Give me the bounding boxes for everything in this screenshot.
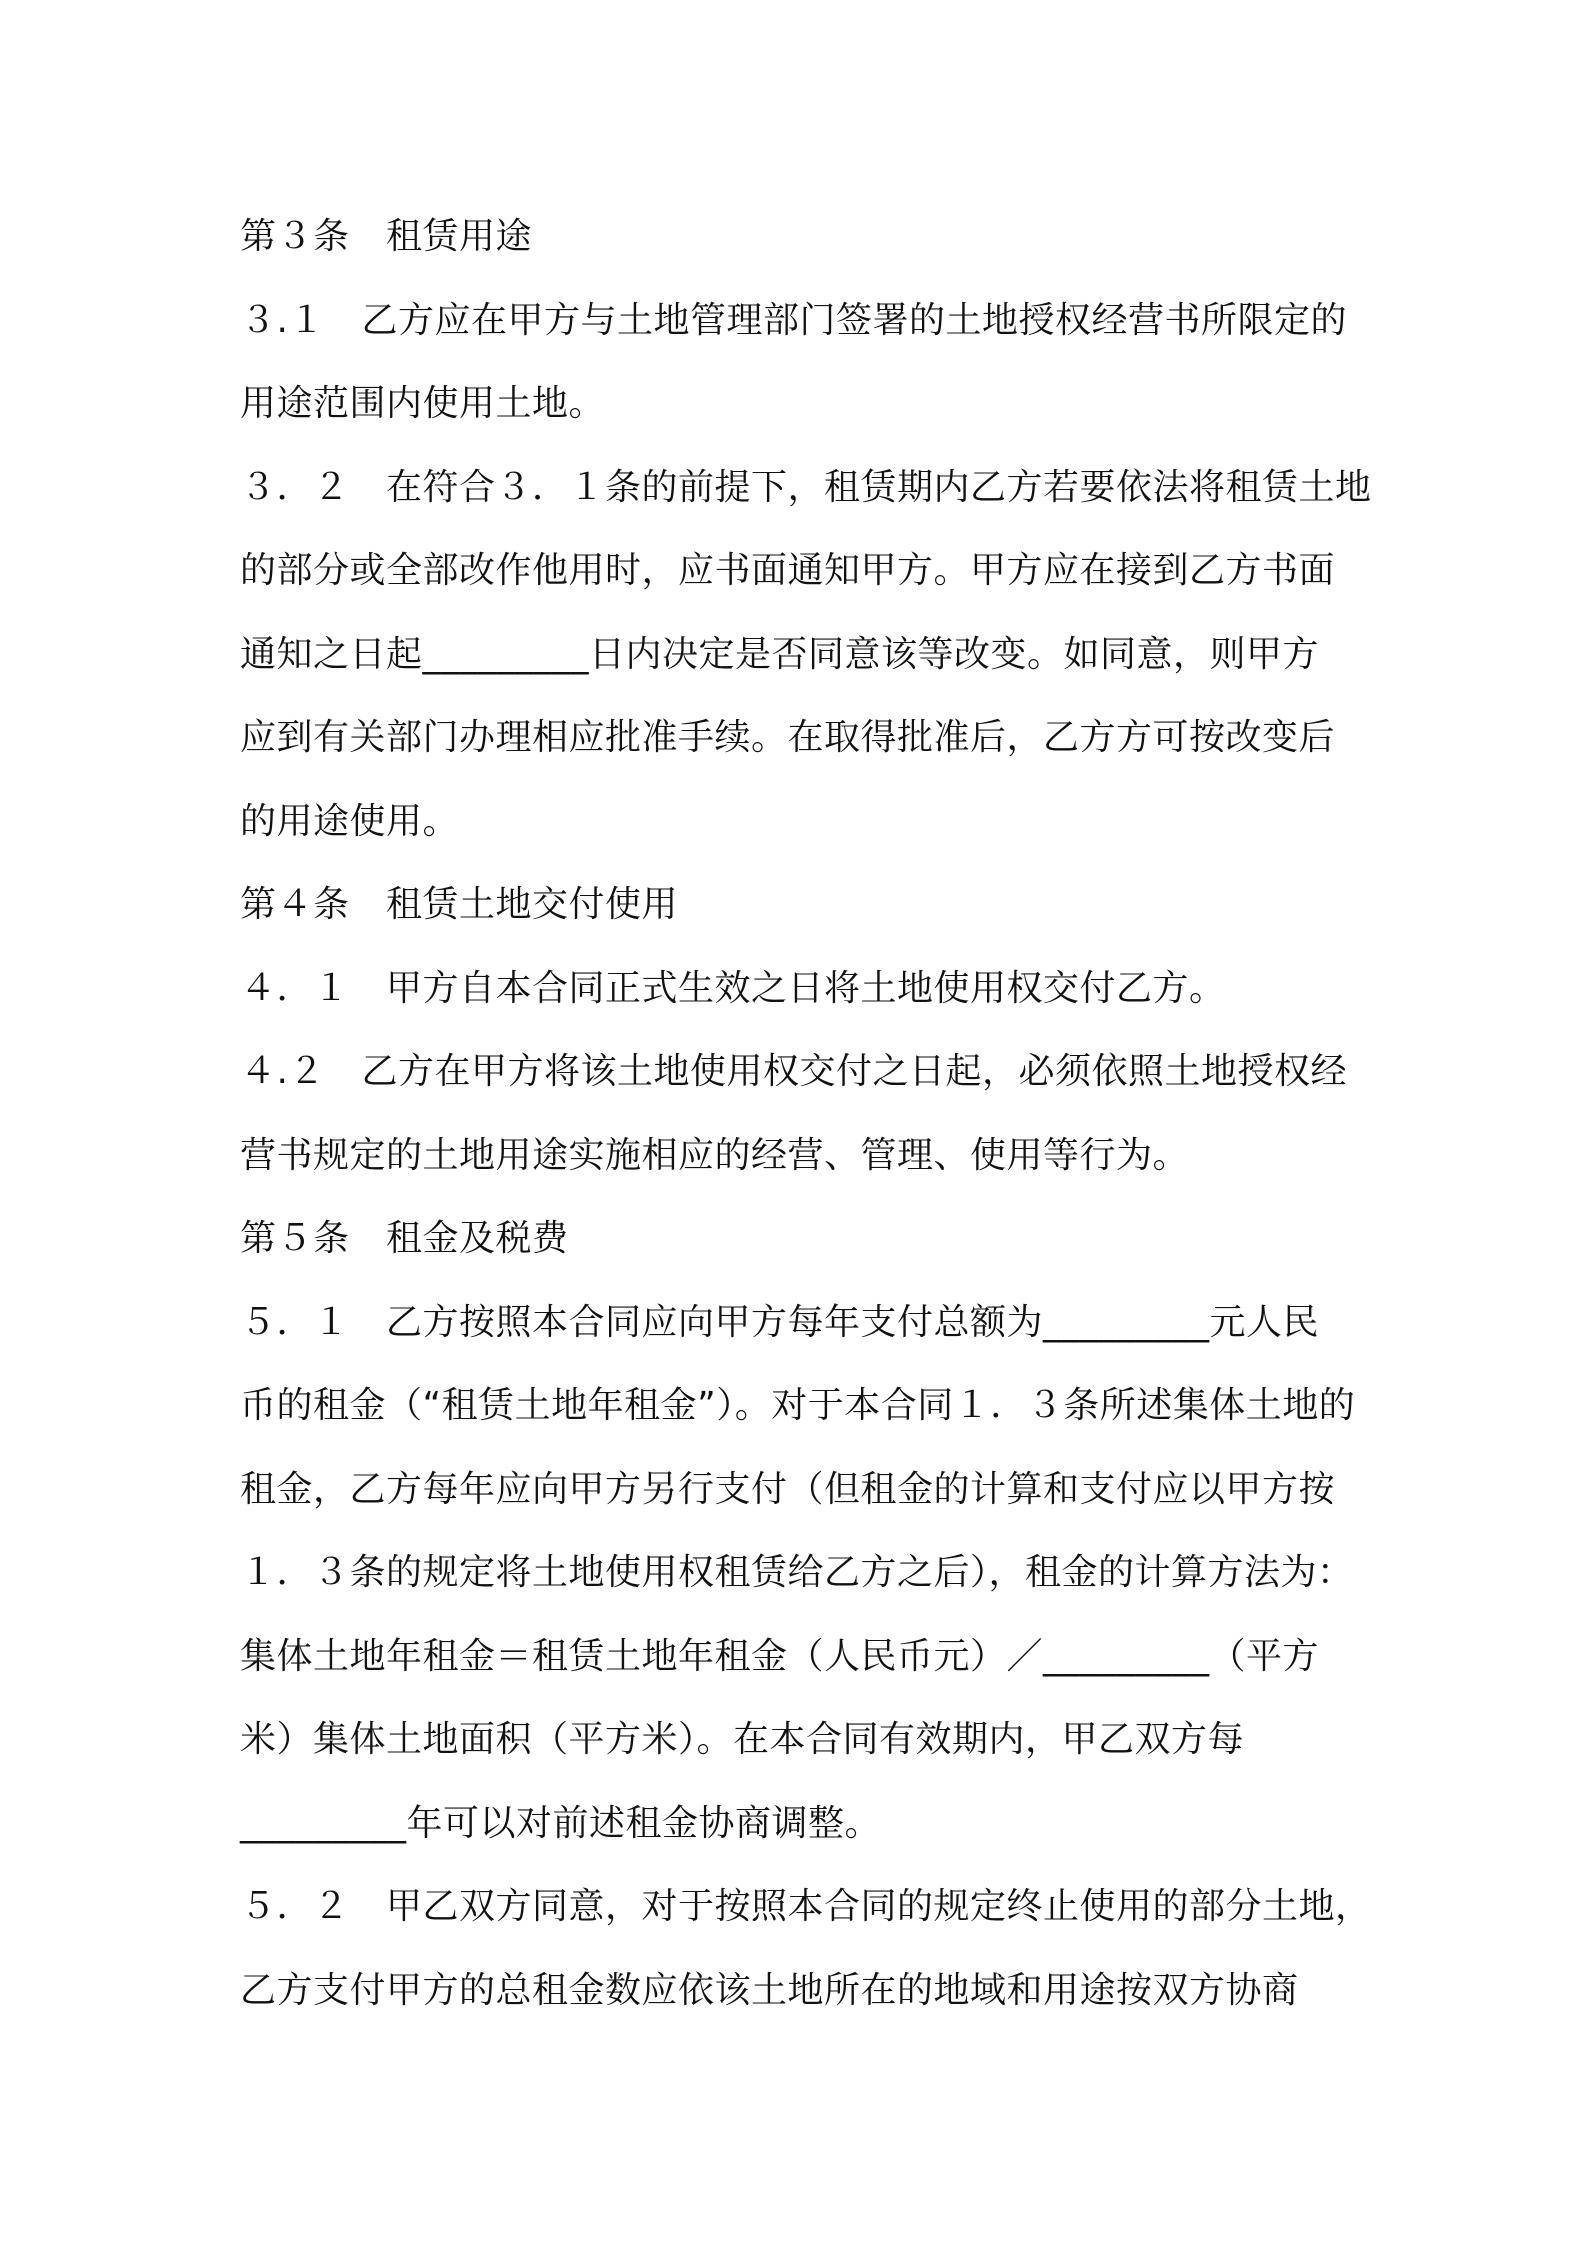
clause-5-2-line-1: ５．２ 甲乙双方同意，对于按照本合同的规定终止使用的部分土地， <box>240 1886 1372 1927</box>
clause-5-2-line-2: 乙方支付甲方的总租金数应依该土地所在的地域和用途按双方协商 <box>240 1969 1299 2011</box>
clause-5-1-line-3: 租金，乙方每年应向甲方另行支付（但租金的计算和支付应以甲方按 <box>240 1468 1336 1510</box>
article-3-heading: 第３条 租赁用途 <box>240 216 533 257</box>
clause-3-2-line-5: 的用途使用。 <box>240 800 460 842</box>
clause-5-1-line-4: １．３条的规定将土地使用权租赁给乙方之后），租金的计算方法为： <box>240 1552 1354 1593</box>
document-body <box>240 195 1372 2032</box>
clause-3-2-line-3: 通知之日起_________日内决定是否同意该等改变。如同意，则甲方 <box>240 633 1320 675</box>
article-5-heading: 第５条 租金及税费 <box>240 1218 569 1259</box>
clause-4-1-line-1: ４．１ 甲方自本合同正式生效之日将土地使用权交付乙方。 <box>240 967 1226 1009</box>
clause-4-2-line-2: 营书规定的土地用途实施相应的经营、管理、使用等行为。 <box>240 1134 1190 1176</box>
clause-5-1-line-6: 米）集体土地面积（平方米）。在本合同有效期内，甲乙双方每 <box>240 1719 1245 1760</box>
clause-5-1-line-1: ５．１ 乙方按照本合同应向甲方每年支付总额为_________元人民 <box>240 1301 1320 1343</box>
clause-5-1-line-7: _________年可以对前述租金协商调整。 <box>240 1802 882 1844</box>
clause-3-2-line-4: 应到有关部门办理相应批准手续。在取得批准后，乙方方可按改变后 <box>240 717 1336 758</box>
clause-3-2-line-2: 的部分或全部改作他用时，应书面通知甲方。甲方应在接到乙方书面 <box>240 550 1336 591</box>
clause-5-1-line-2: 币的租金（“租赁土地年租金”）。对于本合同１．３条所述集体土地的 <box>240 1385 1356 1426</box>
clause-3-1-line-1: ３.１ 乙方应在甲方与土地管理部门签署的土地授权经营书所限定的 <box>240 299 1347 341</box>
article-4-heading: 第４条 租赁土地交付使用 <box>240 884 679 925</box>
clause-3-1-line-2: 用途范围内使用土地。 <box>240 383 606 424</box>
clause-3-2-line-1: ３．２ 在符合３．１条的前提下，租赁期内乙方若要依法将租赁土地 <box>240 466 1372 508</box>
clause-5-1-line-5: 集体土地年租金＝租赁土地年租金（人民币元）／_________（平方 <box>240 1635 1320 1677</box>
clause-4-2-line-1: ４.２ 乙方在甲方将该土地使用权交付之日起，必须依照土地授权经 <box>240 1051 1347 1092</box>
